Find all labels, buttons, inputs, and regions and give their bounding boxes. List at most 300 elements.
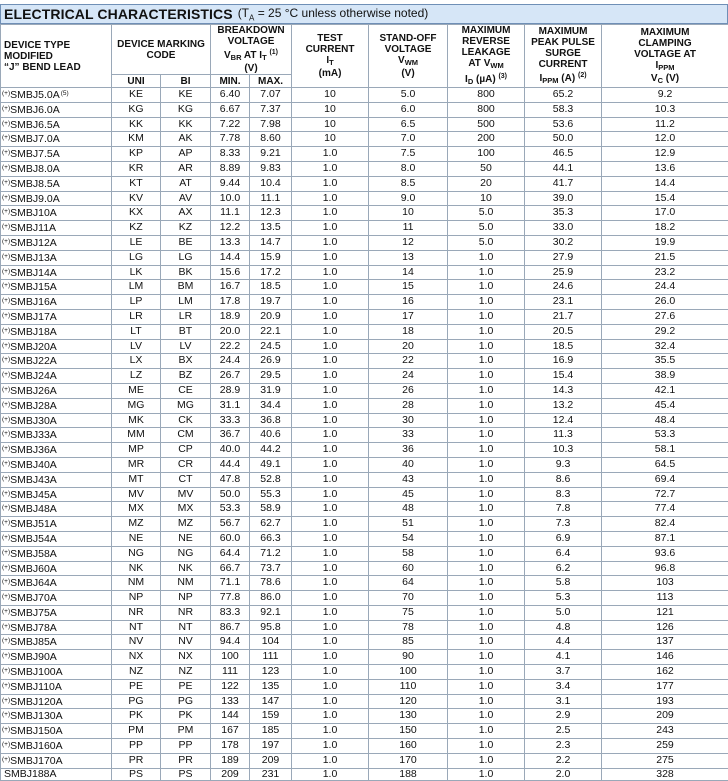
clamping-voltage-cell: 53.3	[602, 428, 728, 443]
max-breakdown-cell: 26.9	[250, 354, 292, 369]
bi-marking-cell: MG	[161, 398, 211, 413]
standoff-voltage-cell: 130	[369, 709, 448, 724]
device-name: SMBJ64A	[10, 577, 57, 589]
standoff-voltage-cell: 90	[369, 650, 448, 665]
uni-marking-cell: MM	[112, 428, 161, 443]
bi-marking-cell: AV	[161, 191, 211, 206]
device-name: SMBJ16A	[10, 296, 57, 308]
uni-marking-cell: LM	[112, 280, 161, 295]
marker-note: (+)	[2, 519, 10, 526]
header-text: PEAK PULSE	[525, 37, 601, 48]
header-text: DEVICE MARKING	[112, 39, 210, 50]
marker-note: (+)	[2, 593, 10, 600]
peak-pulse-current-cell: 14.3	[525, 383, 602, 398]
max-breakdown-cell: 34.4	[250, 398, 292, 413]
leakage-current-cell: 1.0	[448, 768, 525, 781]
clamping-voltage-cell: 121	[602, 605, 728, 620]
test-current-cell: 10	[292, 117, 369, 132]
min-breakdown-cell: 17.8	[211, 295, 250, 310]
header-text: CODE	[112, 50, 210, 61]
table-row	[1, 531, 728, 546]
clamping-voltage-cell: 42.1	[602, 383, 728, 398]
header-max: MAX.	[250, 75, 292, 88]
uni-marking-cell: LR	[112, 309, 161, 324]
max-breakdown-cell: 209	[250, 753, 292, 768]
device-name: SMBJ22A	[10, 355, 57, 367]
uni-marking-cell: KR	[112, 161, 161, 176]
peak-pulse-current-cell: 3.7	[525, 665, 602, 680]
bi-marking-cell: AP	[161, 147, 211, 162]
header-text: AT V	[468, 58, 490, 69]
test-current-cell: 1.0	[292, 739, 369, 754]
max-breakdown-cell: 9.21	[250, 147, 292, 162]
max-breakdown-cell: 8.60	[250, 132, 292, 147]
max-breakdown-cell: 52.8	[250, 472, 292, 487]
uni-marking-cell: LG	[112, 250, 161, 265]
test-current-cell: 1.0	[292, 679, 369, 694]
peak-pulse-current-cell: 9.3	[525, 457, 602, 472]
peak-pulse-current-cell: 4.1	[525, 650, 602, 665]
peak-pulse-current-cell: 44.1	[525, 161, 602, 176]
device-type-cell	[1, 768, 112, 781]
clamping-voltage-cell: 23.2	[602, 265, 728, 280]
bi-marking-cell: NR	[161, 605, 211, 620]
device-name: SMBJ13A	[10, 252, 57, 264]
leakage-current-cell: 1.0	[448, 665, 525, 680]
table-row	[1, 413, 728, 428]
standoff-voltage-cell: 28	[369, 398, 448, 413]
device-name: SMBJ150A	[10, 725, 63, 737]
device-type-cell	[1, 191, 112, 206]
header-standoff-voltage	[369, 25, 448, 88]
table-row	[1, 694, 728, 709]
max-breakdown-cell: 18.5	[250, 280, 292, 295]
header-text: (3)	[498, 73, 507, 80]
footnote-ref: (5)	[61, 90, 69, 97]
leakage-current-cell: 1.0	[448, 280, 525, 295]
device-type-cell	[1, 88, 112, 103]
max-breakdown-cell: 19.7	[250, 295, 292, 310]
bi-marking-cell: LG	[161, 250, 211, 265]
uni-marking-cell: LT	[112, 324, 161, 339]
min-breakdown-cell: 31.1	[211, 398, 250, 413]
device-type-cell	[1, 635, 112, 650]
min-breakdown-cell: 40.0	[211, 443, 250, 458]
bi-marking-cell: BX	[161, 354, 211, 369]
min-breakdown-cell: 8.89	[211, 161, 250, 176]
test-current-cell: 1.0	[292, 295, 369, 310]
min-breakdown-cell: 36.7	[211, 428, 250, 443]
header-min: MIN.	[211, 75, 250, 88]
clamping-voltage-cell: 126	[602, 620, 728, 635]
header-text: (V)	[369, 68, 447, 79]
clamping-voltage-cell: 275	[602, 753, 728, 768]
test-current-cell: 1.0	[292, 339, 369, 354]
min-breakdown-cell: 44.4	[211, 457, 250, 472]
marker-note: (+)	[2, 105, 10, 112]
table-row	[1, 88, 728, 103]
device-type-cell	[1, 413, 112, 428]
min-breakdown-cell: 11.1	[211, 206, 250, 221]
peak-pulse-current-cell: 50.0	[525, 132, 602, 147]
table-row	[1, 369, 728, 384]
min-breakdown-cell: 22.2	[211, 339, 250, 354]
standoff-voltage-cell: 12	[369, 235, 448, 250]
device-type-cell	[1, 502, 112, 517]
max-breakdown-cell: 135	[250, 679, 292, 694]
test-current-cell: 1.0	[292, 383, 369, 398]
bi-marking-cell: BZ	[161, 369, 211, 384]
header-clamping-voltage	[602, 25, 728, 88]
leakage-current-cell: 1.0	[448, 487, 525, 502]
test-current-cell: 1.0	[292, 413, 369, 428]
min-breakdown-cell: 167	[211, 724, 250, 739]
uni-marking-cell: PP	[112, 739, 161, 754]
uni-marking-cell: NT	[112, 620, 161, 635]
min-breakdown-cell: 83.3	[211, 605, 250, 620]
peak-pulse-current-cell: 2.0	[525, 768, 602, 781]
device-name: SMBJ5.0A	[10, 89, 60, 101]
device-name: SMBJ17A	[10, 311, 57, 323]
device-name: SMBJ90A	[10, 651, 57, 663]
leakage-current-cell: 1.0	[448, 472, 525, 487]
min-breakdown-cell: 50.0	[211, 487, 250, 502]
max-breakdown-cell: 185	[250, 724, 292, 739]
uni-marking-cell: MX	[112, 502, 161, 517]
header-text: VOLTAGE	[211, 36, 291, 47]
device-name: SMBJ54A	[10, 533, 57, 545]
min-breakdown-cell: 20.0	[211, 324, 250, 339]
device-type-cell	[1, 132, 112, 147]
min-breakdown-cell: 24.4	[211, 354, 250, 369]
peak-pulse-current-cell: 6.9	[525, 531, 602, 546]
clamping-voltage-cell: 14.4	[602, 176, 728, 191]
device-name: SMBJ18A	[10, 326, 57, 338]
uni-marking-cell: MT	[112, 472, 161, 487]
device-name: SMBJ78A	[10, 622, 57, 634]
peak-pulse-current-cell: 12.4	[525, 413, 602, 428]
device-name: SMBJ14A	[10, 267, 57, 279]
leakage-current-cell: 50	[448, 161, 525, 176]
test-current-cell: 1.0	[292, 531, 369, 546]
device-name: SMBJ8.5A	[10, 178, 60, 190]
peak-pulse-current-cell: 5.3	[525, 591, 602, 606]
test-current-cell: 1.0	[292, 724, 369, 739]
leakage-current-cell: 1.0	[448, 383, 525, 398]
min-breakdown-cell: 15.6	[211, 265, 250, 280]
test-current-cell: 1.0	[292, 354, 369, 369]
table-row	[1, 487, 728, 502]
device-type-cell	[1, 605, 112, 620]
marker-note: (+)	[2, 282, 10, 289]
min-breakdown-cell: 64.4	[211, 546, 250, 561]
header-text: LEAKAGE	[448, 47, 524, 58]
header-text: (1)	[269, 49, 278, 56]
header-text: T	[262, 53, 267, 62]
device-type-cell	[1, 161, 112, 176]
marker-note: (+)	[2, 504, 10, 511]
max-breakdown-cell: 44.2	[250, 443, 292, 458]
test-current-cell: 1.0	[292, 309, 369, 324]
table-row	[1, 443, 728, 458]
device-name: SMBJ8.0A	[10, 163, 60, 175]
marker-note: (+)	[2, 697, 10, 704]
uni-marking-cell: MP	[112, 443, 161, 458]
uni-marking-cell: NZ	[112, 665, 161, 680]
leakage-current-cell: 1.0	[448, 457, 525, 472]
device-type-cell	[1, 309, 112, 324]
table-row	[1, 295, 728, 310]
peak-pulse-current-cell: 2.5	[525, 724, 602, 739]
max-breakdown-cell: 55.3	[250, 487, 292, 502]
clamping-voltage-cell: 69.4	[602, 472, 728, 487]
device-name: SMBJ43A	[10, 474, 57, 486]
device-name: SMBJ33A	[10, 429, 57, 441]
uni-marking-cell: LE	[112, 235, 161, 250]
bi-marking-cell: PS	[161, 768, 211, 781]
bi-marking-cell: MV	[161, 487, 211, 502]
bi-marking-cell: KE	[161, 88, 211, 103]
peak-pulse-current-cell: 35.3	[525, 206, 602, 221]
table-row	[1, 768, 728, 781]
table-row	[1, 324, 728, 339]
device-type-cell	[1, 428, 112, 443]
uni-marking-cell: PE	[112, 679, 161, 694]
header-text: I	[539, 73, 542, 84]
min-breakdown-cell: 209	[211, 768, 250, 781]
peak-pulse-current-cell: 11.3	[525, 428, 602, 443]
min-breakdown-cell: 66.7	[211, 561, 250, 576]
table-row	[1, 724, 728, 739]
leakage-current-cell: 200	[448, 132, 525, 147]
standoff-voltage-cell: 120	[369, 694, 448, 709]
device-name: SMBJ120A	[10, 696, 63, 708]
max-breakdown-cell: 197	[250, 739, 292, 754]
min-breakdown-cell: 6.40	[211, 88, 250, 103]
uni-marking-cell: LK	[112, 265, 161, 280]
min-breakdown-cell: 122	[211, 679, 250, 694]
device-type-cell	[1, 176, 112, 191]
bi-marking-cell: NX	[161, 650, 211, 665]
test-current-cell: 1.0	[292, 694, 369, 709]
header-text	[602, 73, 728, 86]
peak-pulse-current-cell: 53.6	[525, 117, 602, 132]
max-breakdown-cell: 13.5	[250, 221, 292, 236]
peak-pulse-current-cell: 23.1	[525, 295, 602, 310]
min-breakdown-cell: 94.4	[211, 635, 250, 650]
leakage-current-cell: 1.0	[448, 517, 525, 532]
clamping-voltage-cell: 35.5	[602, 354, 728, 369]
standoff-voltage-cell: 16	[369, 295, 448, 310]
max-breakdown-cell: 62.7	[250, 517, 292, 532]
header-text: MODIFIED	[4, 51, 111, 62]
clamping-voltage-cell: 32.4	[602, 339, 728, 354]
device-type-cell	[1, 221, 112, 236]
header-text: (mA)	[292, 68, 368, 79]
test-current-cell: 1.0	[292, 265, 369, 280]
uni-marking-cell: KK	[112, 117, 161, 132]
test-current-cell: 1.0	[292, 561, 369, 576]
leakage-current-cell: 1.0	[448, 753, 525, 768]
marker-note: (+)	[2, 238, 10, 245]
device-type-cell	[1, 280, 112, 295]
test-current-cell: 1.0	[292, 591, 369, 606]
test-current-cell: 1.0	[292, 753, 369, 768]
max-breakdown-cell: 159	[250, 709, 292, 724]
clamping-voltage-cell: 87.1	[602, 531, 728, 546]
device-name: SMBJ110A	[10, 681, 62, 693]
standoff-voltage-cell: 11	[369, 221, 448, 236]
table-row	[1, 206, 728, 221]
device-name: SMBJ11A	[10, 222, 56, 234]
max-breakdown-cell: 40.6	[250, 428, 292, 443]
leakage-current-cell: 1.0	[448, 635, 525, 650]
header-text: STAND-OFF	[369, 33, 447, 44]
max-breakdown-cell: 11.1	[250, 191, 292, 206]
device-name: SMBJ75A	[10, 607, 57, 619]
bi-marking-cell: NT	[161, 620, 211, 635]
device-name: SMBJ85A	[10, 636, 57, 648]
clamping-voltage-cell: 45.4	[602, 398, 728, 413]
test-current-cell: 1.0	[292, 280, 369, 295]
leakage-current-cell: 1.0	[448, 502, 525, 517]
bi-marking-cell: PG	[161, 694, 211, 709]
peak-pulse-current-cell: 13.2	[525, 398, 602, 413]
clamping-voltage-cell: 10.3	[602, 102, 728, 117]
clamping-voltage-cell: 193	[602, 694, 728, 709]
test-current-cell: 1.0	[292, 502, 369, 517]
clamping-voltage-cell: 209	[602, 709, 728, 724]
min-breakdown-cell: 111	[211, 665, 250, 680]
device-name: SMBJ7.0A	[10, 133, 60, 145]
peak-pulse-current-cell: 2.3	[525, 739, 602, 754]
standoff-voltage-cell: 48	[369, 502, 448, 517]
min-breakdown-cell: 28.9	[211, 383, 250, 398]
marker-note: (+)	[2, 356, 10, 363]
marker-note: (+)	[2, 327, 10, 334]
marker-note: (+)	[2, 549, 10, 556]
max-breakdown-cell: 231	[250, 768, 292, 781]
max-breakdown-cell: 111	[250, 650, 292, 665]
test-current-cell: 1.0	[292, 457, 369, 472]
header-text: AT I	[242, 50, 263, 61]
test-current-cell: 1.0	[292, 161, 369, 176]
table-conditions: ($T_A = 25$ °C unless otherwise noted)	[238, 6, 429, 22]
table-row	[1, 132, 728, 147]
min-breakdown-cell: 178	[211, 739, 250, 754]
clamping-voltage-cell: 58.1	[602, 443, 728, 458]
uni-marking-cell: KT	[112, 176, 161, 191]
standoff-voltage-cell: 54	[369, 531, 448, 546]
leakage-current-cell: 1.0	[448, 561, 525, 576]
min-breakdown-cell: 7.22	[211, 117, 250, 132]
leakage-current-cell: 1.0	[448, 605, 525, 620]
uni-marking-cell: LV	[112, 339, 161, 354]
header-text: REVERSE	[448, 36, 524, 47]
uni-marking-cell: MG	[112, 398, 161, 413]
table-row	[1, 102, 728, 117]
device-name: SMBJ9.0A	[10, 193, 60, 205]
bi-marking-cell: PR	[161, 753, 211, 768]
standoff-voltage-cell: 26	[369, 383, 448, 398]
min-breakdown-cell: 16.7	[211, 280, 250, 295]
header-text	[211, 47, 291, 63]
uni-marking-cell: KM	[112, 132, 161, 147]
device-name: SMBJ60A	[10, 563, 57, 575]
leakage-current-cell: 1.0	[448, 295, 525, 310]
leakage-current-cell: 1.0	[448, 709, 525, 724]
leakage-current-cell: 10	[448, 191, 525, 206]
test-current-cell: 1.0	[292, 605, 369, 620]
peak-pulse-current-cell: 6.2	[525, 561, 602, 576]
table-row	[1, 161, 728, 176]
device-type-cell	[1, 724, 112, 739]
standoff-voltage-cell: 7.0	[369, 132, 448, 147]
bi-marking-cell: AT	[161, 176, 211, 191]
device-name: SMBJ45A	[10, 489, 57, 501]
device-type-cell	[1, 709, 112, 724]
header-text	[448, 71, 524, 87]
bi-marking-cell: NK	[161, 561, 211, 576]
uni-marking-cell: MZ	[112, 517, 161, 532]
bi-marking-cell: BT	[161, 324, 211, 339]
table-row	[1, 191, 728, 206]
peak-pulse-current-cell: 2.9	[525, 709, 602, 724]
uni-marking-cell: NK	[112, 561, 161, 576]
header-text: “J” BEND LEAD	[4, 62, 111, 73]
standoff-voltage-cell: 36	[369, 443, 448, 458]
peak-pulse-current-cell: 46.5	[525, 147, 602, 162]
device-name: SMBJ70A	[10, 592, 57, 604]
bi-marking-cell: PE	[161, 679, 211, 694]
min-breakdown-cell: 71.1	[211, 576, 250, 591]
leakage-current-cell: 5.0	[448, 206, 525, 221]
bi-marking-cell: CR	[161, 457, 211, 472]
header-text: V	[651, 73, 658, 84]
device-type-cell	[1, 591, 112, 606]
header-text: MAXIMUM	[602, 27, 728, 38]
standoff-voltage-cell: 75	[369, 605, 448, 620]
standoff-voltage-cell: 20	[369, 339, 448, 354]
clamping-voltage-cell: 243	[602, 724, 728, 739]
max-breakdown-cell: 147	[250, 694, 292, 709]
leakage-current-cell: 1.0	[448, 724, 525, 739]
min-breakdown-cell: 47.8	[211, 472, 250, 487]
table-row	[1, 383, 728, 398]
device-name: SMBJ130A	[10, 710, 63, 722]
table-row	[1, 561, 728, 576]
uni-marking-cell: KV	[112, 191, 161, 206]
leakage-current-cell: 1.0	[448, 591, 525, 606]
device-name: SMBJ15A	[10, 281, 57, 293]
min-breakdown-cell: 6.67	[211, 102, 250, 117]
max-breakdown-cell: 29.5	[250, 369, 292, 384]
leakage-current-cell: 500	[448, 117, 525, 132]
device-type-cell	[1, 487, 112, 502]
max-breakdown-cell: 7.98	[250, 117, 292, 132]
standoff-voltage-cell: 100	[369, 665, 448, 680]
test-current-cell: 1.0	[292, 576, 369, 591]
device-name: SMBJ26A	[10, 385, 57, 397]
leakage-current-cell: 20	[448, 176, 525, 191]
device-name: SMBJ188A	[4, 768, 57, 780]
bi-marking-cell: CK	[161, 413, 211, 428]
min-breakdown-cell: 13.3	[211, 235, 250, 250]
leakage-current-cell: 800	[448, 102, 525, 117]
header-text	[369, 55, 447, 68]
device-type-cell	[1, 679, 112, 694]
standoff-voltage-cell: 18	[369, 324, 448, 339]
